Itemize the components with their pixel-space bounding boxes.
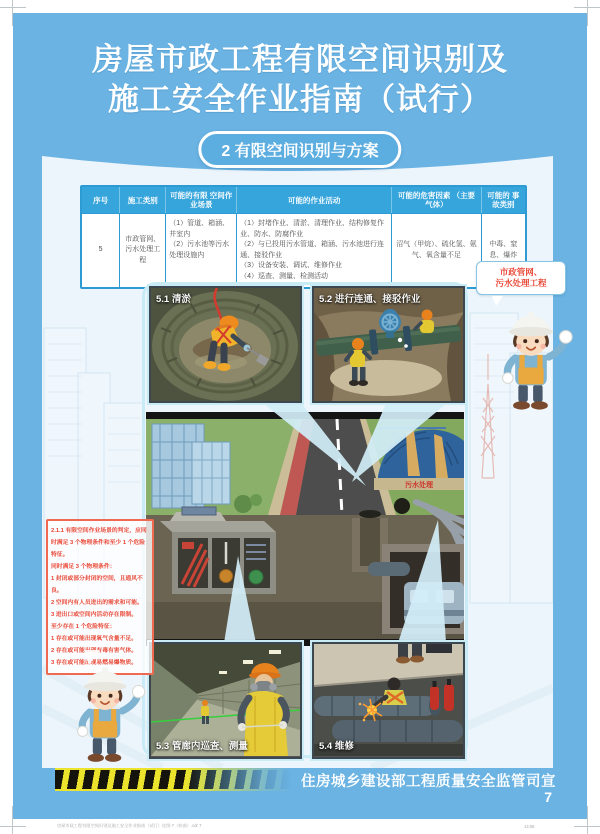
page-number: 7 — [544, 789, 552, 805]
figure-5-4-label: 5.4 维修 — [319, 741, 354, 752]
table-row — [82, 213, 525, 287]
cell-category: 市政管网、污水处理工程 — [119, 213, 165, 287]
table-header-row — [82, 187, 525, 213]
table-header-scenarios: 可能的有限 空间作业场景 — [165, 187, 236, 213]
poster-title-line1: 房屋市政工程有限空间识别及 — [92, 42, 508, 77]
worker-mascot-bottom — [58, 656, 152, 768]
poster-title — [13, 40, 587, 120]
activity-item: （4）巡查、测量、检测活动 — [240, 272, 329, 280]
confined-space-table — [80, 185, 527, 289]
note-line: 1 存在或可能出现氧气含量不足。 — [51, 636, 137, 642]
crop-mark — [0, 826, 26, 827]
city-cross-section-illustration — [146, 412, 464, 646]
cell-hazards: 沼气（甲烷）、硫化氢、氨气、氧含量不足 — [391, 213, 480, 287]
figure-5-2-label: 5.2 进行连通、接驳作业 — [319, 294, 421, 305]
cell-scenarios — [165, 213, 236, 287]
scenario-item: （1）管道、箱涵、井室内 — [169, 220, 230, 238]
bubble-line1: 市政管网、 — [499, 267, 543, 277]
cell-activities — [236, 213, 391, 287]
table-header-accidents: 可能的 事故类别 — [481, 187, 525, 213]
activity-item: （3）设备安装、调试、维修作业 — [240, 262, 343, 269]
table-header-hazards: 可能的危害因素 （主要气体） — [391, 187, 480, 213]
note-line: 2 存在或可能出现有毒有害气体。 — [51, 648, 137, 654]
hazard-stripe-bar — [55, 768, 291, 791]
criteria-note-box — [46, 519, 154, 675]
note-line: 至少存在 1 个危险特征： — [51, 624, 116, 630]
activity-item: （1）封堵作业、清淤、清理作业、结构修复作业、防水、防腐作业 — [240, 220, 385, 238]
crop-mark — [587, 806, 588, 834]
table-header-no: 序号 — [93, 195, 109, 205]
note-line: 同时满足 3 个物理条件： — [51, 564, 116, 570]
figure-5-1-label: 5.1 清淤 — [156, 294, 191, 305]
cell-accidents: 中毒、窒息、爆炸 — [481, 213, 525, 287]
scenario-item: （2）污水池等污水处理设施内 — [169, 241, 230, 259]
table-header-category: 施工类别 — [119, 187, 165, 213]
note-line: 2.1.1 有限空间作业场景的判定，应同时满足 3 个物理条件和至少 1 个危险特征。 — [51, 528, 147, 558]
figure-5-3-label: 5.3 管廊内巡查、测量 — [156, 741, 248, 752]
table-header-activities: 可能的作业活动 — [236, 187, 391, 213]
mascot-speech-bubble — [476, 261, 566, 295]
cross-section-image — [146, 412, 464, 646]
section-badge: 2 有限空间识别与方案 — [198, 131, 401, 168]
plant-label: 污水处理 — [405, 482, 433, 489]
footer-credit: 住房城乡建设部工程质量安全监管司宣 — [301, 774, 556, 790]
activity-item: （2）与已投用污水管道、箱涵、污水池进行连通、接驳作业 — [240, 241, 385, 259]
note-line: 2 空间内有人员进出的需求和可能。 — [51, 600, 143, 606]
poster-title-line2: 施工安全作业指南（试行） — [108, 82, 492, 117]
crop-mark — [0, 7, 26, 8]
worker-mascot-top — [482, 300, 580, 416]
note-line: 3 存在或可能出现易燃易爆物质。 — [51, 660, 137, 666]
print-note-left: 房屋市政工程有限空间识别及施工安全作业指南（试行）挂图-7（转曲）.cdr 7 — [57, 824, 202, 829]
note-line: 3 进出口或空间内活动存在限制。 — [51, 612, 137, 618]
print-note-right: 14:06 — [524, 825, 535, 830]
cell-no: 5 — [82, 213, 119, 287]
note-line: 1 封闭或部分封闭的空间，且通风不良。 — [51, 576, 143, 594]
crop-mark — [587, 0, 588, 26]
bubble-line2: 污水处理工程 — [495, 278, 547, 288]
